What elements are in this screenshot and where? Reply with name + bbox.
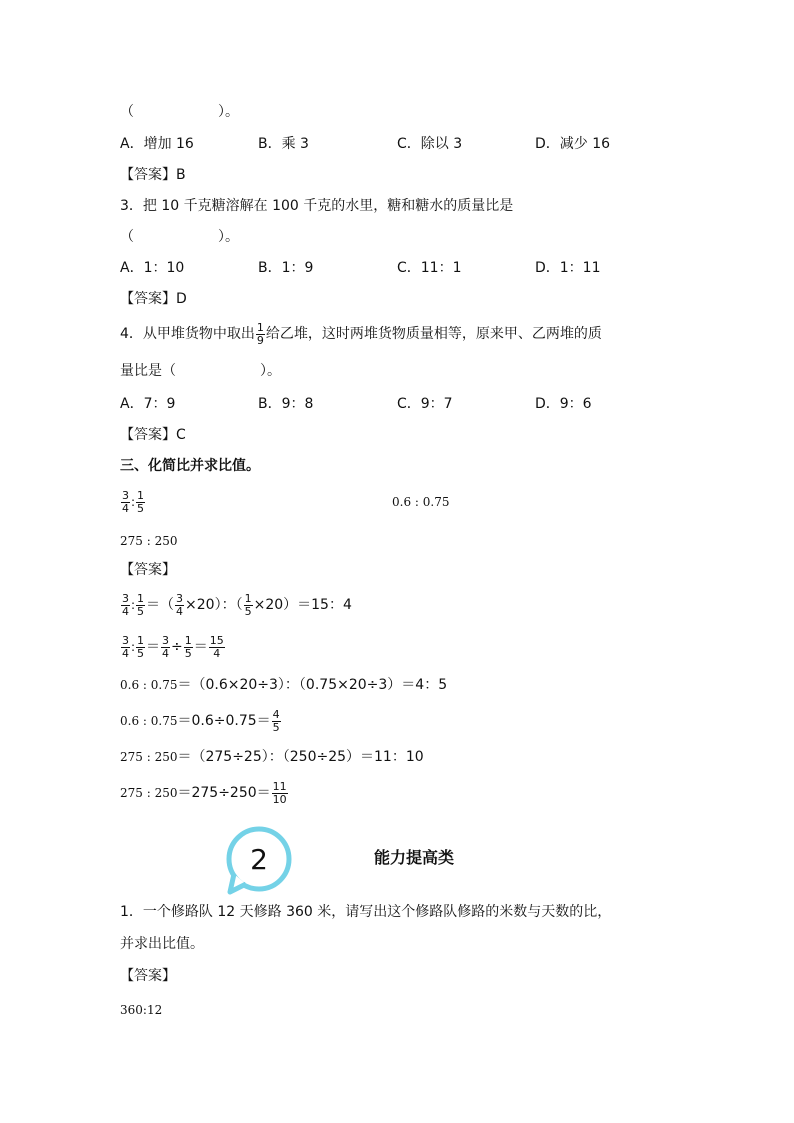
denominator: 10 bbox=[272, 792, 287, 806]
numerator: 3 bbox=[122, 591, 129, 605]
divide-sign: ÷ bbox=[171, 639, 183, 655]
ratio-expression: 275 : 250 bbox=[120, 786, 178, 800]
answer-text: 360:12 bbox=[120, 1003, 163, 1017]
answer: 【答案】D bbox=[120, 291, 187, 307]
expression-text: ＝275÷250＝ bbox=[177, 785, 271, 801]
option-a: A．增加 16 bbox=[120, 136, 194, 152]
fraction bbox=[136, 490, 145, 515]
expression-text: ＝（ bbox=[146, 597, 175, 613]
denominator: 4 bbox=[122, 501, 129, 515]
denominator: 5 bbox=[137, 646, 145, 660]
expression-text: ＝0.6÷0.75＝ bbox=[177, 713, 271, 729]
option-b: B．1：9 bbox=[258, 260, 314, 276]
denominator: 5 bbox=[272, 720, 280, 734]
question-4-before: 4．从甲堆货物中取出 bbox=[120, 326, 255, 342]
numerator: 1 bbox=[184, 633, 192, 647]
badge-number: 2 bbox=[250, 843, 268, 876]
numerator: 11 bbox=[272, 779, 287, 793]
fraction bbox=[272, 709, 281, 734]
solution-1 bbox=[120, 588, 352, 622]
numerator: 3 bbox=[122, 633, 129, 647]
denominator: 4 bbox=[162, 646, 170, 660]
blank-line: （ ）。 bbox=[120, 229, 239, 245]
denominator: 5 bbox=[137, 604, 145, 618]
solution-3 bbox=[120, 675, 447, 695]
solution-4 bbox=[120, 704, 282, 738]
fraction bbox=[121, 593, 130, 618]
level-badge bbox=[224, 826, 294, 896]
fraction bbox=[136, 593, 145, 618]
denominator: 4 bbox=[122, 646, 129, 660]
solution-6 bbox=[120, 776, 289, 810]
question-1-line2: 并求出比值。 bbox=[120, 936, 204, 952]
denominator: 4 bbox=[176, 604, 184, 618]
option-b: B．乘 3 bbox=[258, 136, 309, 152]
option-b: B．9：8 bbox=[258, 396, 314, 412]
ratio-sign: : bbox=[131, 640, 136, 654]
option-c: C．9：7 bbox=[397, 396, 453, 412]
fraction bbox=[121, 635, 130, 660]
fraction bbox=[175, 593, 184, 618]
question-4-text bbox=[120, 320, 602, 348]
answer: 【答案】C bbox=[120, 427, 186, 443]
equals-sign: ＝ bbox=[193, 639, 208, 655]
denominator: 9 bbox=[256, 333, 264, 347]
numerator: 4 bbox=[272, 707, 280, 721]
fraction bbox=[272, 781, 288, 806]
fraction bbox=[244, 593, 253, 618]
denominator: 5 bbox=[184, 646, 192, 660]
question-1-line1: 1．一个修路队 12 天修路 360 米，请写出这个修路队修路的米数与天数的比， bbox=[120, 904, 612, 920]
expression-text: ＝（275÷25）：（250÷25）＝11：10 bbox=[177, 749, 424, 765]
expression-text: ×20）＝15：4 bbox=[253, 597, 352, 613]
section-title: 能力提高类 bbox=[374, 848, 455, 867]
numerator: 1 bbox=[137, 633, 145, 647]
numerator: 3 bbox=[122, 488, 129, 502]
numerator: 3 bbox=[162, 633, 170, 647]
option-a: A．1：10 bbox=[120, 260, 185, 276]
denominator: 4 bbox=[122, 604, 129, 618]
denominator: 4 bbox=[213, 646, 221, 660]
ratio-sign: : bbox=[131, 495, 136, 509]
ratio-expression: 0.6 : 0.75 bbox=[120, 714, 178, 728]
answer-label: 【答案】 bbox=[120, 562, 176, 578]
problem-1 bbox=[120, 485, 146, 519]
section-heading: 三、化简比并求比值。 bbox=[120, 458, 260, 474]
option-d: D．1：11 bbox=[535, 260, 601, 276]
denominator: 5 bbox=[244, 604, 252, 618]
fraction bbox=[121, 490, 130, 515]
speech-bubble-icon bbox=[224, 826, 294, 896]
fraction bbox=[209, 635, 225, 660]
numerator: 1 bbox=[137, 488, 145, 502]
ratio-sign: : bbox=[131, 598, 136, 612]
question-4-after: 给乙堆，这时两堆货物质量相等，原来甲、乙两堆的质 bbox=[265, 326, 602, 342]
fraction bbox=[136, 635, 145, 660]
expression-text: ＝（0.6×20÷3）：（0.75×20÷3）＝4：5 bbox=[177, 677, 448, 693]
option-d: D．减少 16 bbox=[535, 136, 611, 152]
solution-5 bbox=[120, 747, 424, 767]
fraction bbox=[184, 635, 193, 660]
answer: 【答案】B bbox=[120, 167, 186, 183]
numerator: 15 bbox=[209, 633, 224, 647]
numerator: 1 bbox=[137, 591, 145, 605]
expression-text: ×20）：（ bbox=[185, 597, 243, 613]
numerator: 3 bbox=[176, 591, 184, 605]
problem-3: 275 : 250 bbox=[120, 534, 178, 548]
option-c: C．11：1 bbox=[397, 260, 462, 276]
solution-2 bbox=[120, 630, 226, 664]
problem-2: 0.6 : 0.75 bbox=[392, 495, 450, 509]
numerator: 1 bbox=[256, 320, 264, 334]
question-3-text: 3．把 10 千克糖溶解在 100 千克的水里，糖和糖水的质量比是 bbox=[120, 198, 514, 214]
denominator: 5 bbox=[137, 501, 145, 515]
answer-label: 【答案】 bbox=[120, 968, 176, 984]
option-d: D．9：6 bbox=[535, 396, 592, 412]
option-c: C．除以 3 bbox=[397, 136, 463, 152]
numerator: 1 bbox=[244, 591, 252, 605]
equals-sign: ＝ bbox=[146, 639, 161, 655]
ratio-expression: 0.6 : 0.75 bbox=[120, 678, 178, 692]
fraction bbox=[161, 635, 170, 660]
fraction bbox=[256, 322, 265, 347]
option-a: A．7：9 bbox=[120, 396, 176, 412]
blank-line: （ ）。 bbox=[120, 104, 239, 120]
ratio-expression: 275 : 250 bbox=[120, 750, 178, 764]
question-4-line2: 量比是（ ）。 bbox=[120, 363, 281, 379]
